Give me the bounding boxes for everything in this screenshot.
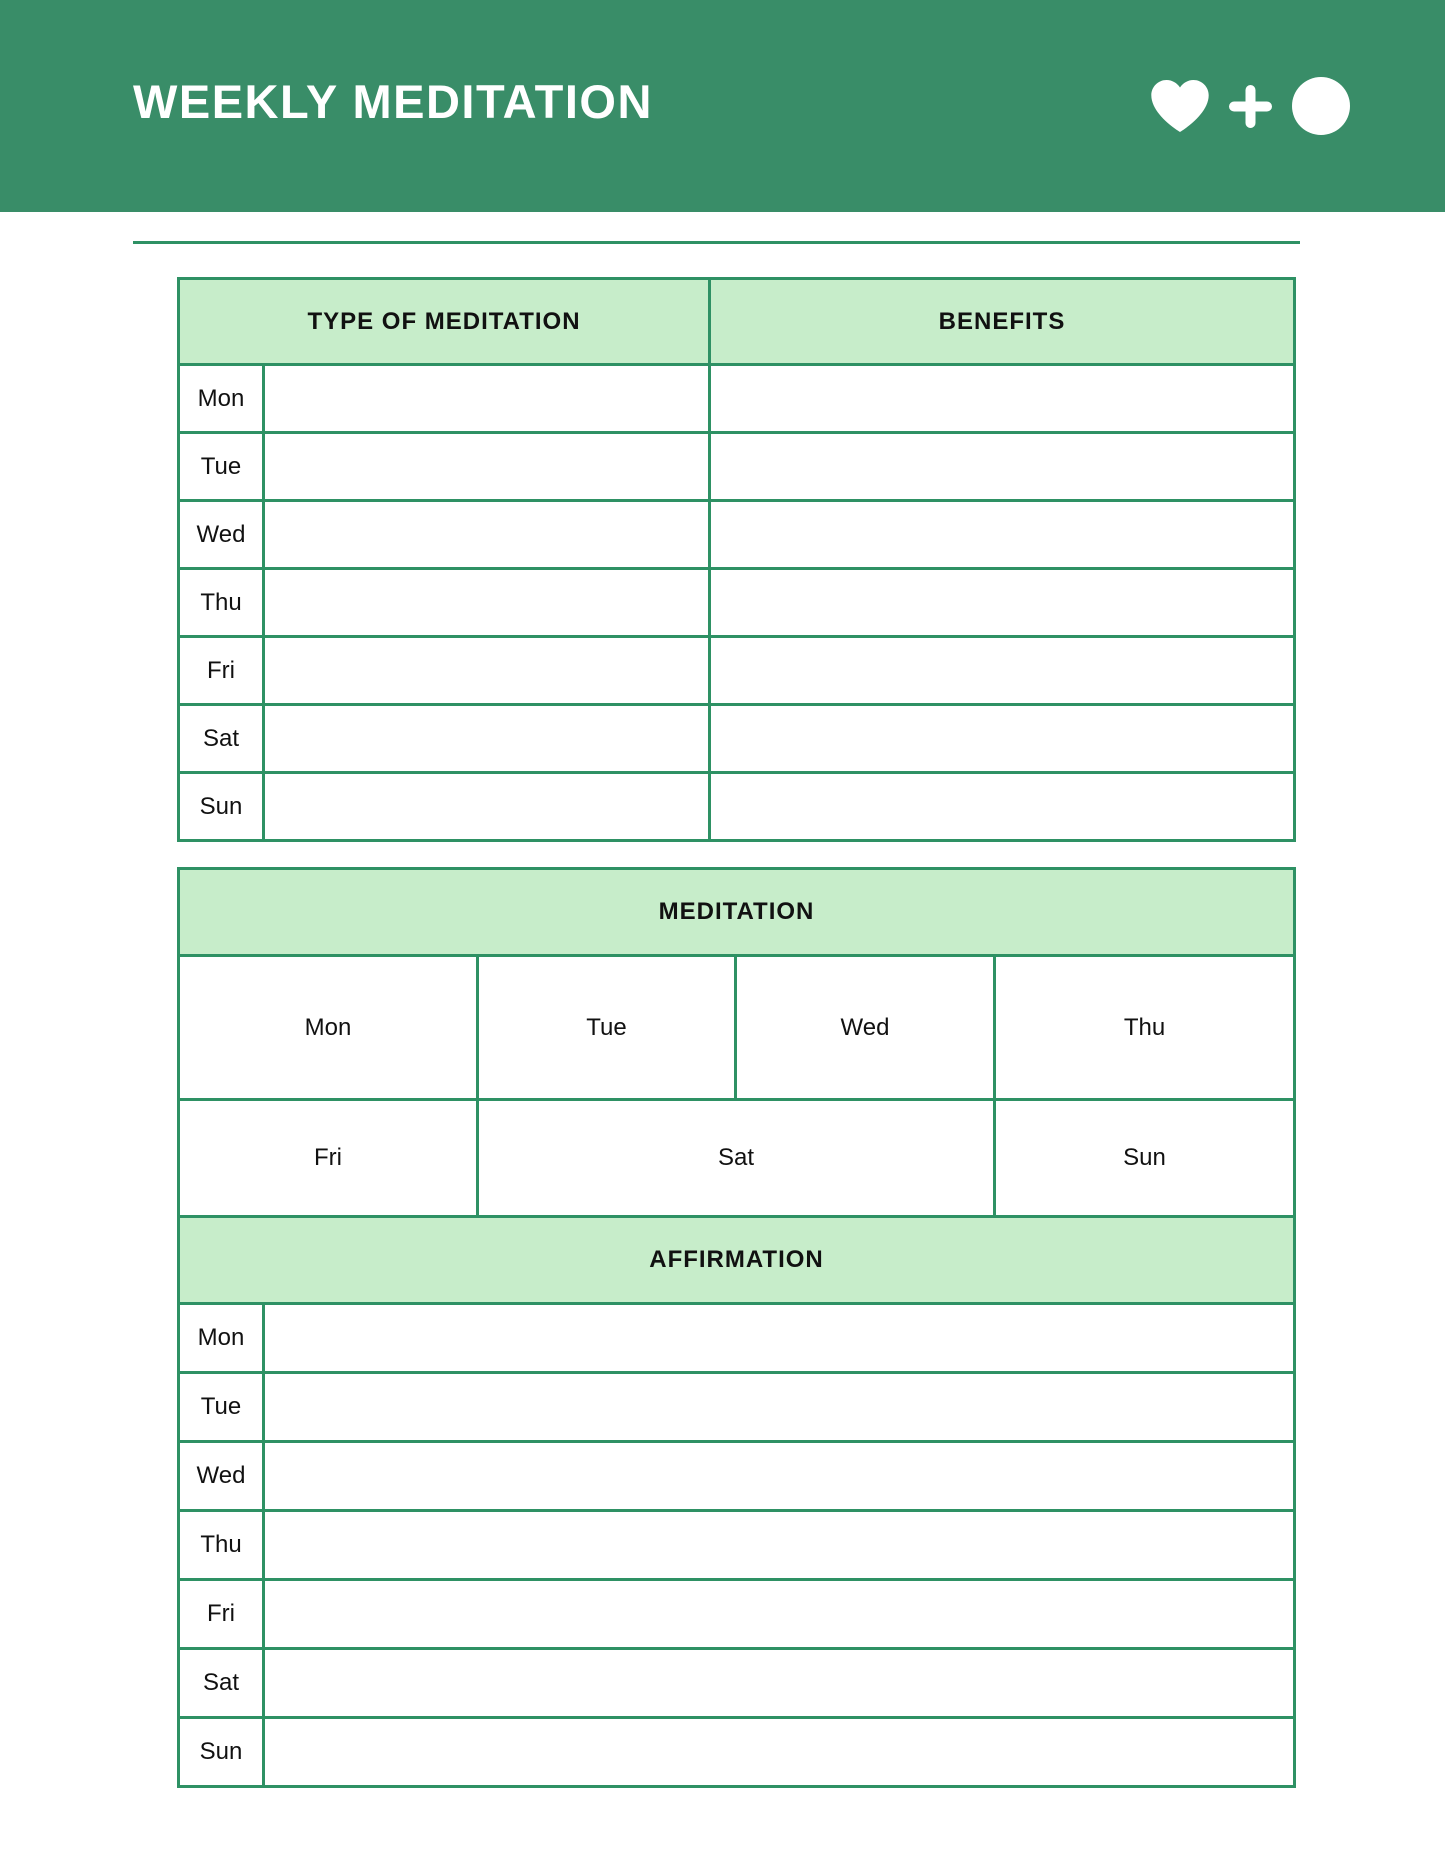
day-label-tue: Tue: [180, 434, 262, 499]
type-input-cell-sun[interactable]: [265, 774, 708, 839]
meditation-cell-sat[interactable]: Sat: [479, 1101, 993, 1215]
affirmation-day-label-sun: Sun: [180, 1719, 262, 1785]
affirmation-day-label-fri: Fri: [180, 1581, 262, 1647]
page-title: WEEKLY MEDITATION: [133, 75, 653, 128]
affirmation-day-label-sat: Sat: [180, 1650, 262, 1716]
day-label-sun: Sun: [180, 774, 262, 839]
type-input-cell-tue[interactable]: [265, 434, 708, 499]
day-label-fri: Fri: [180, 638, 262, 703]
affirmation-input-cell-mon[interactable]: [265, 1305, 1293, 1371]
benefits-input-cell-sun[interactable]: [711, 774, 1293, 839]
benefits-input-cell-wed[interactable]: [711, 502, 1293, 567]
affirmation-day-label-mon: Mon: [180, 1305, 262, 1371]
day-label-mon: Mon: [180, 366, 262, 431]
affirmation-input-cell-tue[interactable]: [265, 1374, 1293, 1440]
meditation-cell-fri[interactable]: Fri: [180, 1101, 476, 1215]
type-input-cell-sat[interactable]: [265, 706, 708, 771]
type-benefits-table: [177, 277, 1296, 842]
type-input-cell-mon[interactable]: [265, 366, 708, 431]
type-input-cell-wed[interactable]: [265, 502, 708, 567]
affirmation-input-cell-wed[interactable]: [265, 1443, 1293, 1509]
type-input-cell-thu[interactable]: [265, 570, 708, 635]
affirmation-section: [180, 1218, 1293, 1785]
meditation-section: [180, 870, 1293, 1215]
benefits-input-cell-tue[interactable]: [711, 434, 1293, 499]
benefits-header: BENEFITS: [711, 280, 1293, 363]
day-label-wed: Wed: [180, 502, 262, 567]
affirmation-day-label-thu: Thu: [180, 1512, 262, 1578]
meditation-header: MEDITATION: [180, 870, 1293, 954]
meditation-cell-tue[interactable]: Tue: [479, 957, 734, 1098]
plus-icon: [1228, 84, 1273, 129]
meditation-affirmation-table: [177, 867, 1296, 1788]
circle-icon: [1292, 77, 1350, 135]
page-header: [0, 0, 1445, 212]
meditation-cell-wed[interactable]: Wed: [737, 957, 993, 1098]
header-divider: [133, 241, 1300, 244]
benefits-input-cell-thu[interactable]: [711, 570, 1293, 635]
affirmation-input-cell-thu[interactable]: [265, 1512, 1293, 1578]
benefits-input-cell-sat[interactable]: [711, 706, 1293, 771]
affirmation-input-cell-sat[interactable]: [265, 1650, 1293, 1716]
affirmation-day-label-wed: Wed: [180, 1443, 262, 1509]
type-input-cell-fri[interactable]: [265, 638, 708, 703]
day-label-sat: Sat: [180, 706, 262, 771]
header-icons: [1151, 77, 1350, 135]
type-of-meditation-header: TYPE OF MEDITATION: [180, 280, 708, 363]
affirmation-input-cell-sun[interactable]: [265, 1719, 1293, 1785]
heart-icon: [1151, 80, 1209, 132]
affirmation-header: AFFIRMATION: [180, 1218, 1293, 1302]
meditation-cell-mon[interactable]: Mon: [180, 957, 476, 1098]
day-label-thu: Thu: [180, 570, 262, 635]
meditation-cell-thu[interactable]: Thu: [996, 957, 1293, 1098]
benefits-input-cell-mon[interactable]: [711, 366, 1293, 431]
affirmation-day-label-tue: Tue: [180, 1374, 262, 1440]
affirmation-input-cell-fri[interactable]: [265, 1581, 1293, 1647]
benefits-input-cell-fri[interactable]: [711, 638, 1293, 703]
meditation-cell-sun[interactable]: Sun: [996, 1101, 1293, 1215]
